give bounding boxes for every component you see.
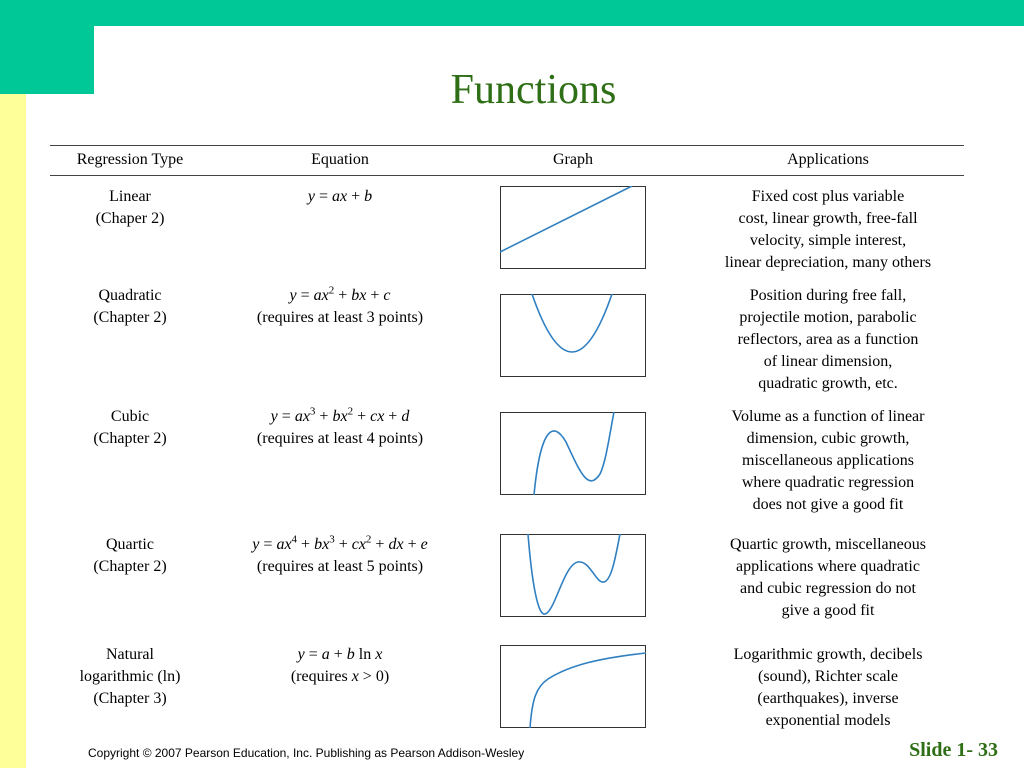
application-line: Volume as a function of linear — [731, 408, 925, 425]
type-line: logarithmic (ln) — [79, 668, 181, 685]
type-line: Quadratic — [98, 287, 162, 304]
quartic-graph — [500, 534, 646, 617]
equation-formula: $y = ax^3 + bx^2$ + cx + d — [270, 405, 410, 425]
linear-graph — [500, 186, 646, 269]
header-graph: Graph — [553, 151, 593, 168]
equation-formula: y = a + b ln x — [297, 646, 383, 663]
row-cubic-applications — [700, 406, 956, 516]
application-line: miscellaneous applications — [742, 452, 914, 469]
application-line: where quadratic regression — [741, 474, 915, 491]
slide-title: Functions — [450, 67, 617, 113]
row-quadratic-type — [50, 285, 210, 329]
row-linear-applications — [700, 186, 956, 274]
equation-formula: $y = ax^2$ + bx + c — [289, 284, 391, 304]
type-line: (Chapter 2) — [93, 309, 167, 326]
type-line: Linear — [109, 188, 151, 205]
row-logarithmic-type — [50, 644, 210, 710]
application-line: Quartic growth, miscellaneous — [730, 536, 926, 553]
equation-note: (requires at least 4 points) — [256, 430, 424, 447]
application-line: (sound), Richter scale — [758, 668, 898, 685]
row-cubic-type — [50, 406, 210, 450]
application-line: exponential models — [765, 712, 891, 729]
application-line: give a good fit — [781, 602, 875, 619]
top-accent-bar — [0, 0, 1024, 26]
row-quadratic-applications — [700, 285, 956, 395]
application-line: applications where quadratic — [736, 558, 920, 575]
row-quadratic-equation — [220, 285, 460, 329]
application-line: quadratic growth, etc. — [758, 375, 898, 392]
application-line: Logarithmic growth, decibels — [733, 646, 923, 663]
application-line: Position during free fall, — [749, 287, 907, 304]
type-line: (Chapter 2) — [93, 558, 167, 575]
row-linear-type — [50, 186, 210, 230]
type-line: (Chapter 2) — [93, 430, 167, 447]
application-line: velocity, simple interest, — [749, 232, 907, 249]
application-line: (earthquakes), inverse — [757, 690, 899, 707]
equation-note: (requires at least 3 points) — [256, 309, 424, 326]
row-quartic-type — [50, 534, 210, 578]
application-line: does not give a good fit — [752, 496, 904, 513]
table-top-rule — [50, 145, 964, 146]
equation-condition: (requires x > 0) — [290, 668, 390, 685]
application-line: dimension, cubic growth, — [746, 430, 910, 447]
cubic-graph — [500, 412, 646, 495]
equation-note: (requires at least 5 points) — [256, 558, 424, 575]
application-line: projectile motion, parabolic — [739, 309, 917, 326]
type-line: Natural — [106, 646, 154, 663]
row-quartic-applications — [700, 534, 956, 622]
application-line: cost, linear growth, free-fall — [738, 210, 918, 227]
logarithmic-graph — [500, 645, 646, 728]
equation-formula: $y = ax^4 + bx^3 + cx^2$ + dx + e — [252, 533, 428, 553]
copyright-notice: Copyright © 2007 Pearson Education, Inc. Publishing as Pearson Addison-Wesley — [88, 746, 525, 760]
type-line: Quartic — [106, 536, 154, 553]
row-cubic-equation — [220, 406, 460, 450]
header-applications: Applications — [787, 151, 869, 168]
equation-formula: y = ax + b — [307, 188, 373, 205]
quadratic-graph — [500, 294, 646, 377]
type-line: (Chaper 2) — [95, 210, 165, 227]
left-accent-stripe — [0, 94, 26, 768]
application-line: of linear dimension, — [763, 353, 893, 370]
row-logarithmic-applications — [700, 644, 956, 732]
row-linear-equation — [220, 186, 460, 208]
row-logarithmic-equation — [220, 644, 460, 688]
application-line: linear depreciation, many others — [724, 254, 932, 271]
application-line: reflectors, area as a function — [737, 331, 919, 348]
row-quartic-equation — [220, 534, 460, 578]
type-line: Cubic — [110, 408, 150, 425]
application-line: Fixed cost plus variable — [751, 188, 905, 205]
application-line: and cubic regression do not — [740, 580, 916, 597]
slide-number: Slide 1- 33 — [909, 739, 998, 761]
type-line: (Chapter 3) — [93, 690, 167, 707]
table-header-rule — [50, 175, 964, 176]
header-equation: Equation — [311, 151, 369, 168]
header-regression-type: Regression Type — [76, 151, 184, 168]
